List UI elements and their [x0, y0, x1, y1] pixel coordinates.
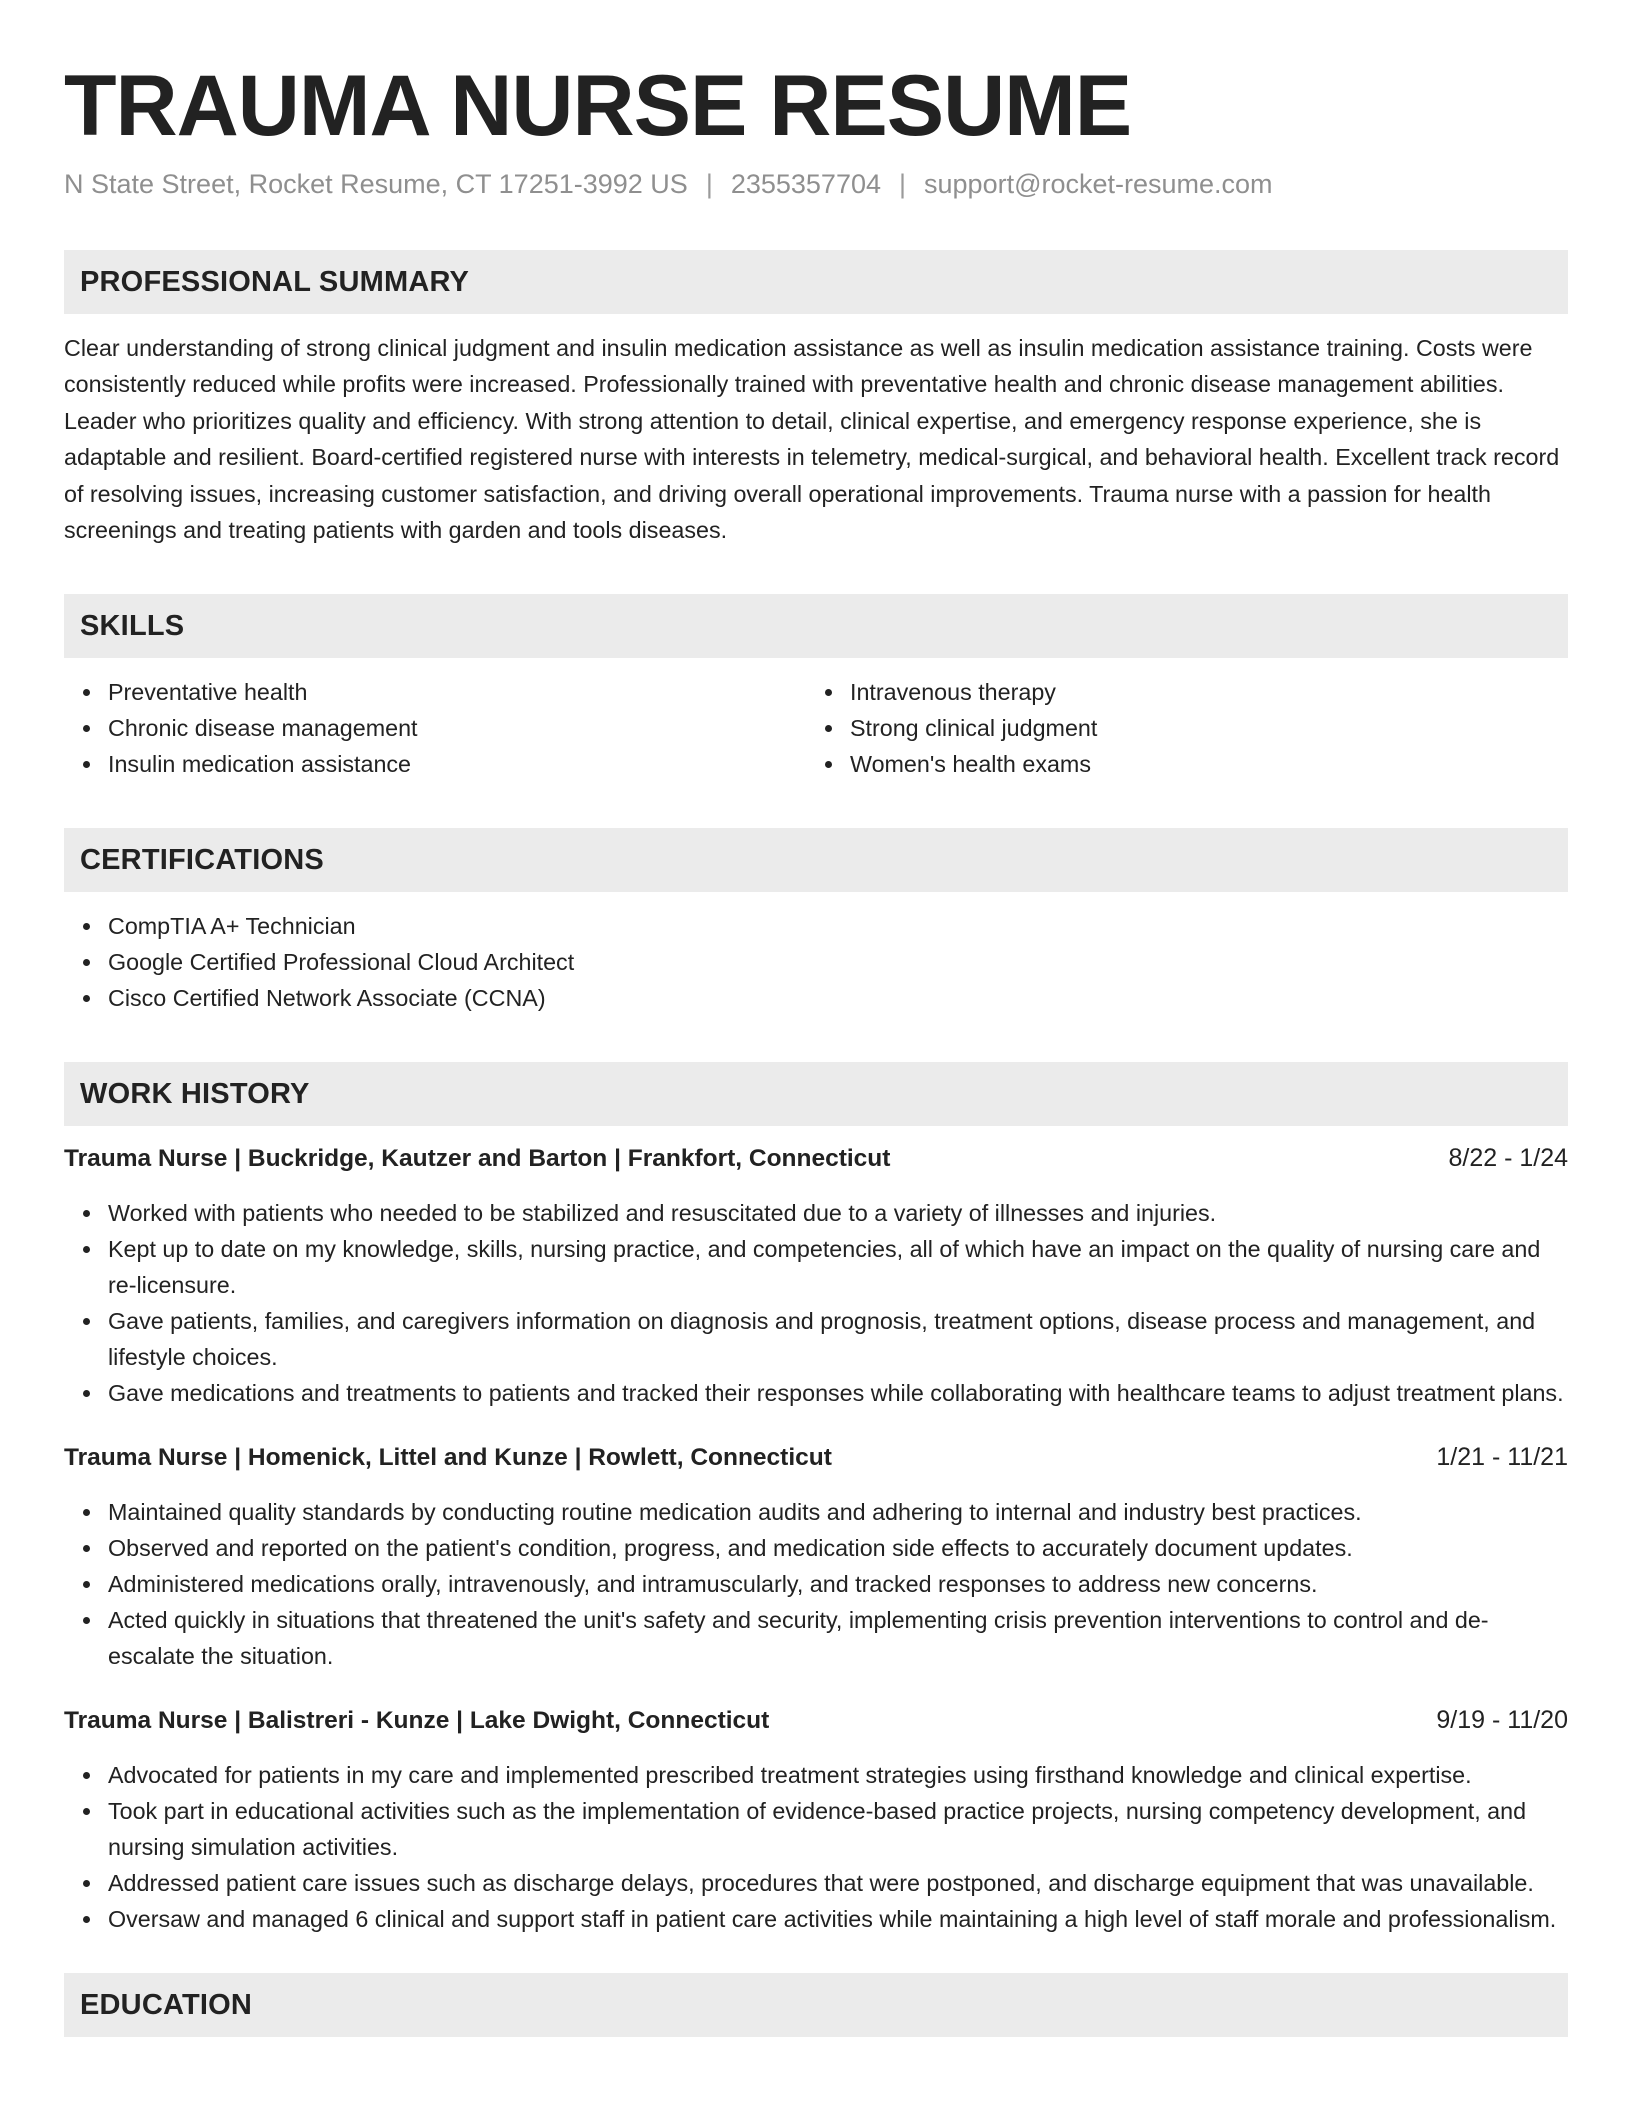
section-header-summary: PROFESSIONAL SUMMARY: [64, 250, 1568, 314]
job-title: Trauma Nurse | Balistreri - Kunze | Lake Dwight, Connecticut: [64, 1707, 770, 1735]
skill-item: Strong clinical judgment: [806, 710, 1548, 746]
job-duty: Advocated for patients in my care and implemented prescribed treatment strategies using firsthand knowledge and clinical expertise.: [64, 1757, 1568, 1793]
job-heading-row: [64, 1439, 1568, 1476]
job-entry: [64, 1702, 1568, 1937]
contact-email: support@rocket-resume.com: [924, 169, 1273, 199]
summary-text: Clear understanding of strong clinical judgment and insulin medication assistance as well as insulin medication assistance training. Costs were consistently reduced while profits were increased. Professionally trained with preventative health and chronic disease management abilities. Leader who prioritizes quality and efficiency. With strong attention to detail, clinical expertise, and emergency response experience, she is adaptable and resilient. Board-certified registered nurse with interests in telemetry, medical-surgical, and behavioral health. Excellent track record of resolving issues, increasing customer satisfaction, and driving overall operational improvements. Trauma nurse with a passion for health screenings and treating patients with garden and tools diseases.: [64, 335, 1560, 544]
job-duty: Oversaw and managed 6 clinical and support staff in patient care activities while maintaining a high level of staff morale and professionalism.: [64, 1901, 1568, 1937]
job-title: Trauma Nurse | Buckridge, Kautzer and Barton | Frankfort, Connecticut: [64, 1145, 891, 1173]
section-header-certifications: CERTIFICATIONS: [64, 828, 1568, 892]
resume-page: [64, 56, 1568, 2037]
skills-list: [64, 674, 1568, 782]
job-duty: Administered medications orally, intravenously, and intramuscularly, and tracked responses to address new concerns.: [64, 1566, 1568, 1602]
resume-name: TRAUMA NURSE RESUME: [64, 58, 1132, 154]
certification-item: CompTIA A+ Technician: [64, 908, 1568, 944]
job-dates: 8/22 - 1/24: [1448, 1144, 1568, 1173]
job-duty: Kept up to date on my knowledge, skills, nursing practice, and competencies, all of which have an impact on the quality of nursing care and re-licensure.: [64, 1231, 1568, 1303]
contact-separator: |: [705, 169, 713, 199]
job-duty: Gave patients, families, and caregivers information on diagnosis and prognosis, treatment options, disease process and management, and lifestyle choices.: [64, 1303, 1568, 1375]
skills-column-right: [806, 674, 1548, 782]
section-header-work-history: WORK HISTORY: [64, 1062, 1568, 1126]
skill-item: Intravenous therapy: [806, 674, 1548, 710]
job-duties: [64, 1195, 1568, 1411]
job-duty: Observed and reported on the patient's condition, progress, and medication side effects to accurately document updates.: [64, 1530, 1568, 1566]
skills-column-left: [64, 674, 806, 782]
skill-item: Women's health exams: [806, 746, 1548, 782]
contact-address: N State Street, Rocket Resume, CT 17251-3992 US: [64, 169, 688, 199]
job-heading-row: [64, 1702, 1568, 1739]
job-duty: Acted quickly in situations that threatened the unit's safety and security, implementing crisis prevention interventions to control and de-escalate the situation.: [64, 1602, 1568, 1674]
certification-item: Google Certified Professional Cloud Architect: [64, 944, 1568, 980]
contact-line: [64, 164, 1568, 204]
job-title: Trauma Nurse | Homenick, Littel and Kunze | Rowlett, Connecticut: [64, 1444, 832, 1472]
job-entry: [64, 1140, 1568, 1411]
job-duty: Addressed patient care issues such as discharge delays, procedures that were postponed, and discharge equipment that was unavailable.: [64, 1865, 1568, 1901]
skill-item: Insulin medication assistance: [64, 746, 806, 782]
job-duty: Maintained quality standards by conducting routine medication audits and adhering to internal and industry best practices.: [64, 1494, 1568, 1530]
job-duty: Gave medications and treatments to patients and tracked their responses while collaborating with healthcare teams to adjust treatment plans.: [64, 1375, 1568, 1411]
certifications-list: [64, 908, 1568, 1016]
job-duty: Worked with patients who needed to be stabilized and resuscitated due to a variety of illnesses and injuries.: [64, 1195, 1568, 1231]
job-duty: Took part in educational activities such as the implementation of evidence-based practice projects, nursing competency development, and nursing simulation activities.: [64, 1793, 1568, 1865]
contact-phone: 2355357704: [730, 169, 881, 199]
job-dates: 9/19 - 11/20: [1436, 1706, 1568, 1735]
job-duties: [64, 1757, 1568, 1937]
job-duties: [64, 1494, 1568, 1674]
section-header-education: EDUCATION: [64, 1973, 1568, 2037]
job-dates: 1/21 - 11/21: [1436, 1443, 1568, 1472]
contact-separator: |: [899, 169, 907, 199]
skill-item: Chronic disease management: [64, 710, 806, 746]
section-header-skills: SKILLS: [64, 594, 1568, 658]
skill-item: Preventative health: [64, 674, 806, 710]
certification-item: Cisco Certified Network Associate (CCNA): [64, 980, 1568, 1016]
job-heading-row: [64, 1140, 1568, 1177]
job-entry: [64, 1439, 1568, 1674]
